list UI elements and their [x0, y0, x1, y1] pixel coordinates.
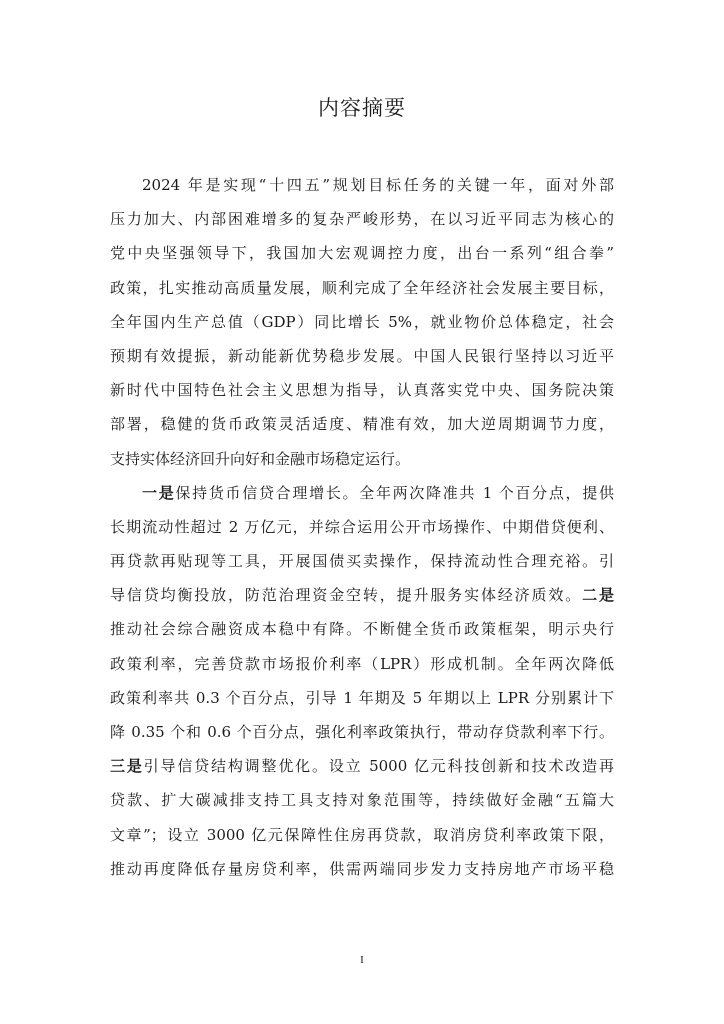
emphasis-first: 一是	[142, 483, 176, 502]
paragraph-line: 政策利率共 0.3 个百分点，引导 1 年期及 5 年期以上 LPR 分别累计下	[110, 688, 614, 707]
emphasis-third: 三是	[110, 757, 144, 776]
paragraph-line: 党中央坚强领导下，我国加大宏观调控力度，出台一系列“组合拳”	[110, 244, 614, 263]
emphasis-second: 二是	[582, 586, 614, 605]
paragraph-line: 长期流动性超过 2 万亿元，并综合运用公开市场操作、中期借贷便利、	[110, 517, 614, 536]
paragraph-line: 再贷款再贴现等工具，开展国债买卖操作，保持流动性合理充裕。引	[110, 552, 614, 571]
page-number: I	[360, 954, 364, 966]
paragraph-line: 政策利率，完善贷款市场报价利率（LPR）形成机制。全年两次降低	[110, 654, 614, 673]
paragraph-line: 推动再度降低存量房贷利率，供需两端同步发力支持房地产市场平稳	[110, 859, 614, 878]
paragraph-line	[110, 476, 614, 510]
paragraph-text: 引导信贷结构调整优化。设立 5000 亿元科技创新和技术改造再	[143, 757, 614, 776]
document-body	[110, 168, 614, 886]
paragraph-line: 降 0.35 个和 0.6 个百分点，强化利率政策执行，带动存贷款利率下行。	[110, 723, 614, 741]
paragraph-line	[110, 578, 614, 612]
paragraph-line: 政策，扎实推动高质量发展，顺利完成了全年经济社会发展主要目标，	[110, 278, 614, 297]
paragraph-line: 支持实体经济回升向好和金融市场稳定运行。	[110, 449, 411, 468]
paragraph-line	[110, 749, 614, 783]
paragraph-line: 预期有效提振，新动能新优势稳步发展。中国人民银行坚持以习近平	[110, 346, 614, 365]
paragraph-line: 推动社会综合融资成本稳中有降。不断健全货币政策框架，明示央行	[110, 620, 614, 639]
paragraph-text: 保持货币信贷合理增长。全年两次降准共 1 个百分点，提供	[175, 483, 614, 502]
paragraph-text: 导信贷均衡投放，防范治理资金空转，提升服务实体经济质效。	[110, 586, 583, 605]
paragraph-line: 全年国内生产总值（GDP）同比增长 5%，就业物价总体稳定，社会	[110, 312, 614, 331]
paragraph-line: 部署，稳健的货币政策灵活适度、精准有效，加大逆周期调节力度，	[110, 415, 614, 434]
paragraph-line: 新时代中国特色社会主义思想为指导，认真落实党中央、国务院决策	[110, 381, 614, 400]
paragraph-line: 2024 年是实现“十四五”规划目标任务的关键一年，面对外部	[142, 176, 614, 194]
paragraph-line: 文章”；设立 3000 亿元保障性住房再贷款，取消房贷利率政策下限，	[110, 825, 614, 844]
paragraph-line: 贷款、扩大碳减排支持工具支持对象范围等，持续做好金融“五篇大	[110, 791, 614, 810]
page-title: 内容摘要	[318, 96, 406, 120]
paragraph-line: 压力加大、内部困难增多的复杂严峻形势，在以习近平同志为核心的	[110, 210, 614, 229]
